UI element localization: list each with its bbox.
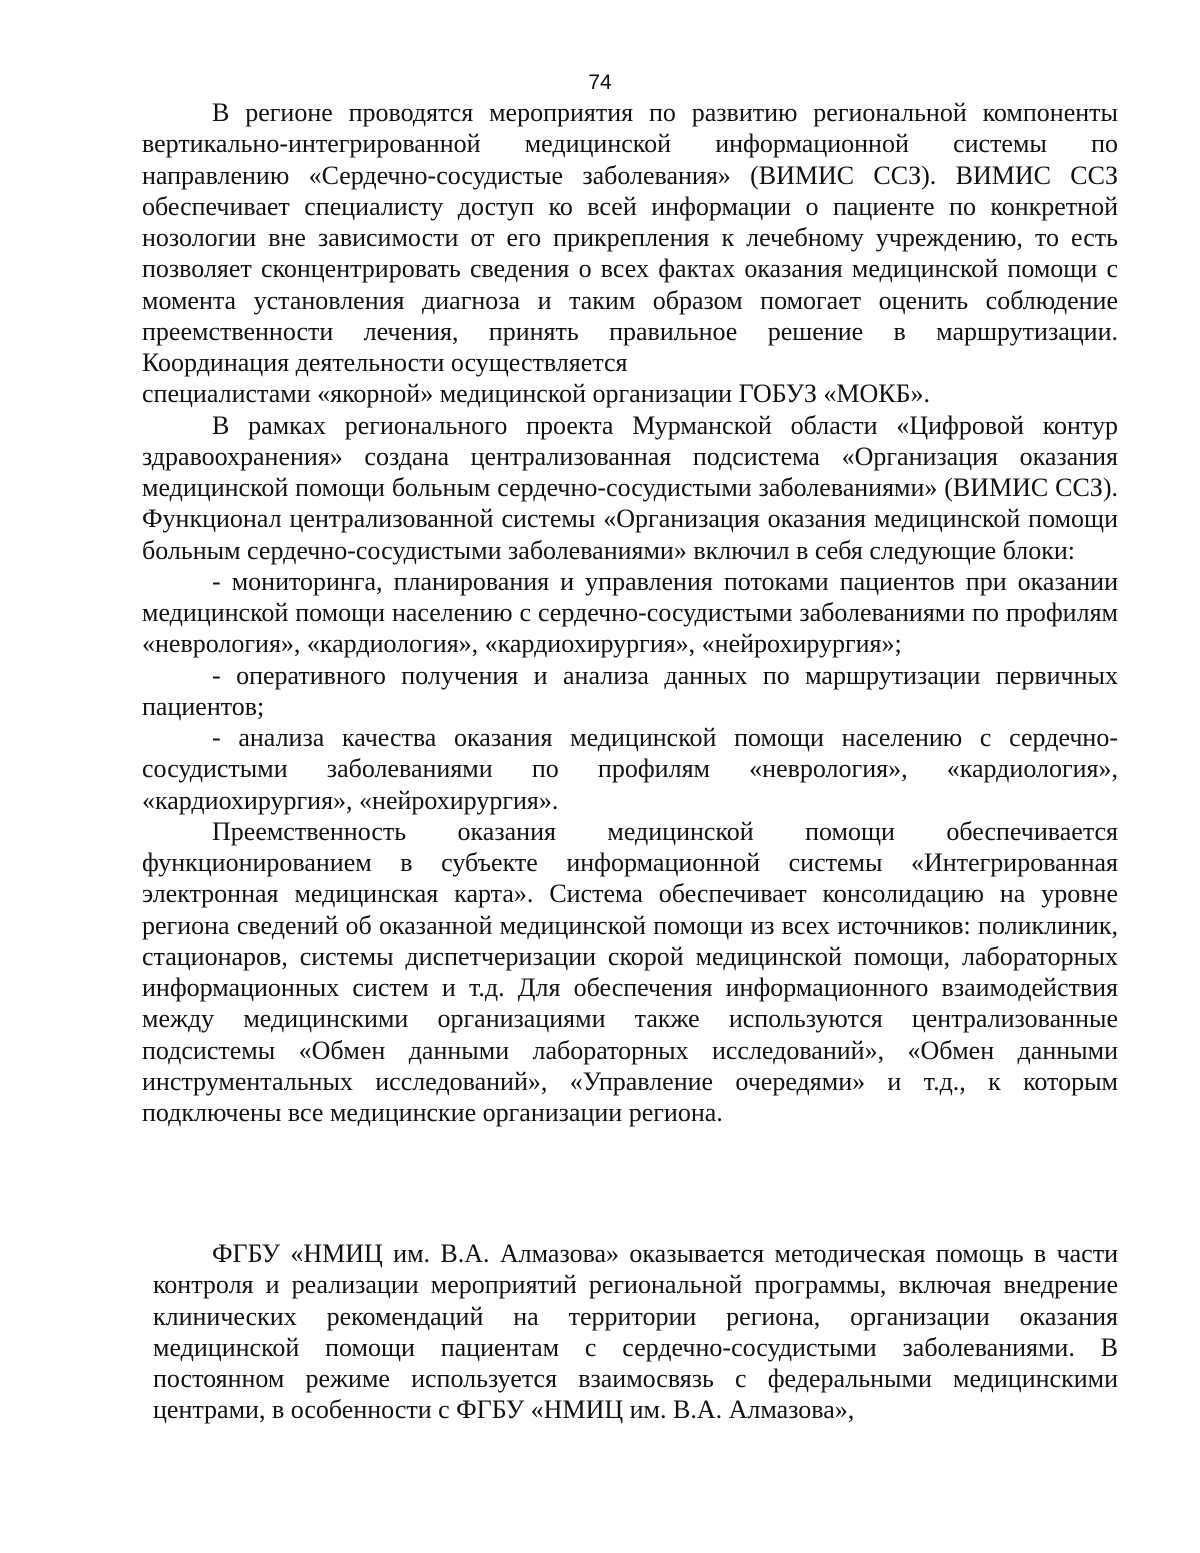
document-body bbox=[142, 97, 1118, 1128]
paragraph-almazov-support: ФГБУ «НМИЦ им. В.А. Алмазова» оказывается методическая помощь в части контроля и реализации мероприятий региональной программы, включая внедрение клинических рекомендаций на территории региона, организации оказания медицинской помощи пациентам с сердечно-сосудистыми заболеваниями. В постоянном режиме используется взаимосвязь с федеральными медицинскими центрами, в особенности с ФГБУ «НМИЦ им. В.А. Алмазова», bbox=[153, 1239, 1118, 1425]
paragraph-regional-project: В рамках регионального проекта Мурманской области «Цифровой контур здравоохранения» создана централизованная подсистема «Организация оказания медицинской помощи больным сердечно-сосудистыми заболеваниями» (ВИМИС ССЗ). Функционал централизованной системы «Организация оказания медицинской помощи больным сердечно-сосудистыми заболеваниями» включил в себя следующие блоки: bbox=[142, 410, 1118, 565]
list-item-monitoring: - мониторинга, планирования и управления потоками пациентов при оказании медицинской помощи населению с сердечно-сосудистыми заболеваниями по профилям «неврология», «кардиология», «кардиохирургия», «нейрохирургия»; bbox=[142, 566, 1118, 659]
document-body-continued bbox=[153, 1238, 1118, 1426]
page-number: 74 bbox=[588, 71, 612, 94]
list-item-routing-analysis: - оперативного получения и анализа данных по маршрутизации первичных пациентов; bbox=[142, 660, 1118, 721]
paragraph-vimis-intro: В регионе проводятся мероприятия по развитию региональной компоненты вертикально-интегрированной медицинской информационной системы по направлению «Сердечно-сосудистые заболевания» (ВИМИС ССЗ). ВИМИС ССЗ обеспечивает специалисту доступ ко всей информации о пациенте по конкретной нозологии вне зависимости от его прикрепления к лечебному учреждению, то есть позволяет сконцентрировать сведения о всех фактах оказания медицинской помощи с момента установления диагноза и таким образом помогает оценить соблюдение преемственности лечения, принять правильное решение в маршрутизации. Координация деятельности осуществляется bbox=[142, 98, 1118, 377]
paragraph-vimis-coordination: специалистами «якорной» медицинской организации ГОБУЗ «МОКБ». bbox=[142, 379, 931, 409]
list-item-quality-analysis: - анализа качества оказания медицинской помощи населению с сердечно-сосудистыми заболеваниями по профилям «неврология», «кардиология», «кардиохирургия», «нейрохирургия». bbox=[142, 723, 1118, 815]
paragraph-continuity-of-care: Преемственность оказания медицинской помощи обеспечивается функционированием в субъекте информационной системы «Интегрированная электронная медицинская карта». Система обеспечивает консолидацию на уровне региона сведений об оказанной медицинской помощи из всех источников: поликлиник, стационаров, системы диспетчеризации скорой медицинской помощи, лабораторных информационных систем и т.д. Для обеспечения информационного взаимодействия между медицинскими организациями также используются централизованные подсистемы «Обмен данными лабораторных исследований», «Обмен данными инструментальных исследований», «Управление очередями» и т.д., к которым подключены все медицинские организации региона. bbox=[142, 816, 1118, 1127]
